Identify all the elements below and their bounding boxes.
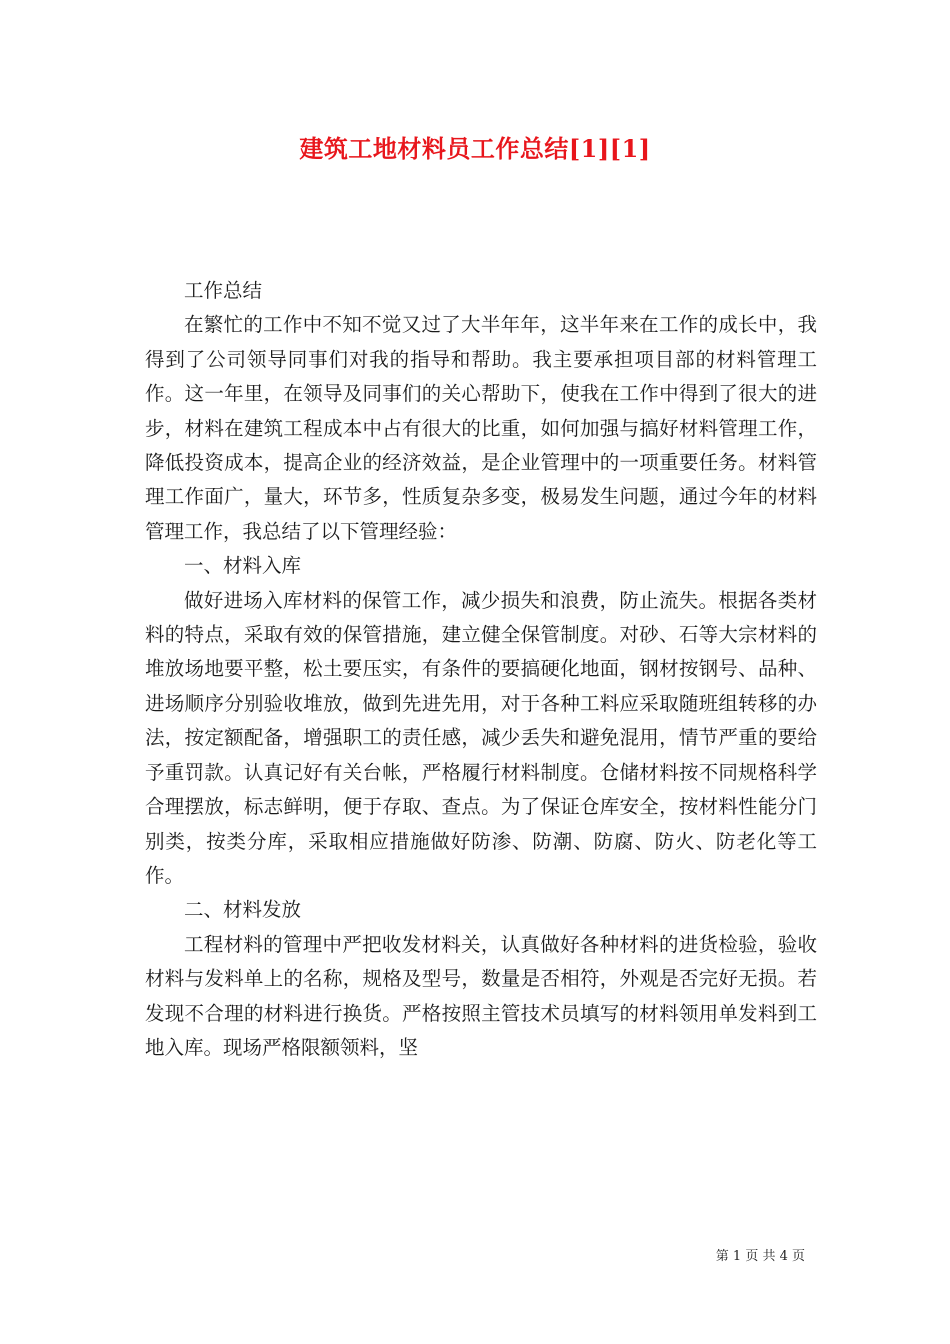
- paragraph-section-1: 做好进场入库材料的保管工作，减少损失和浪费，防止流失。根据各类材料的特点，采取有效的保管措施，建立健全保管制度。对砂、石等大宗材料的堆放场地要平整，松土要压实，有条件的要搞硬化地面，钢材按钢号、品种、进场顺序分别验收堆放，做到先进先用，对于各种工料应采取随班组转移的办法，按定额配备，增强职工的责任感，减少丢失和避免混用，情节严重的要给予重罚款。认真记好有关台帐，严格履行材料制度。仓储材料按不同规格科学合理摆放，标志鲜明，便于存取、查点。为了保证仓库安全，按材料性能分门别类，按类分库，采取相应措施做好防渗、防潮、防腐、防火、防老化等工作。: [145, 588, 817, 887]
- paragraph-section-2: 工程材料的管理中严把收发材料关，认真做好各种材料的进货检验，验收材料与发料单上的名称，规格及型号，数量是否相符，外观是否完好无损。若发现不合理的材料进行换货。严格按照主管技术员填写的材料领用单发料到工地入库。现场严格限额领料，坚: [145, 932, 817, 1059]
- page-number-footer: 第 1 页 共 4 页: [715, 1249, 805, 1264]
- paragraph-heading: 工作总结: [184, 279, 263, 302]
- section-heading-2: 二、材料发放: [184, 898, 302, 922]
- document-body: [145, 274, 817, 1065]
- paragraph-intro: 在繁忙的工作中不知不觉又过了大半年年，这半年来在工作的成长中，我得到了公司领导同事们对我的指导和帮助。我主要承担项目部的材料管理工作。这一年里，在领导及同事们的关心帮助下，使我在工作中得到了很大的进步，材料在建筑工程成本中占有很大的比重，如何加强与搞好材料管理工作，降低投资成本，提高企业的经济效益，是企业管理中的一项重要任务。材料管理工作面广，量大，环节多，性质复杂多变，极易发生问题，通过今年的材料管理工作，我总结了以下管理经验：: [145, 313, 817, 543]
- section-heading-1: 一、材料入库: [184, 554, 302, 578]
- document-title: 建筑工地材料员工作总结[1][1]: [299, 134, 651, 163]
